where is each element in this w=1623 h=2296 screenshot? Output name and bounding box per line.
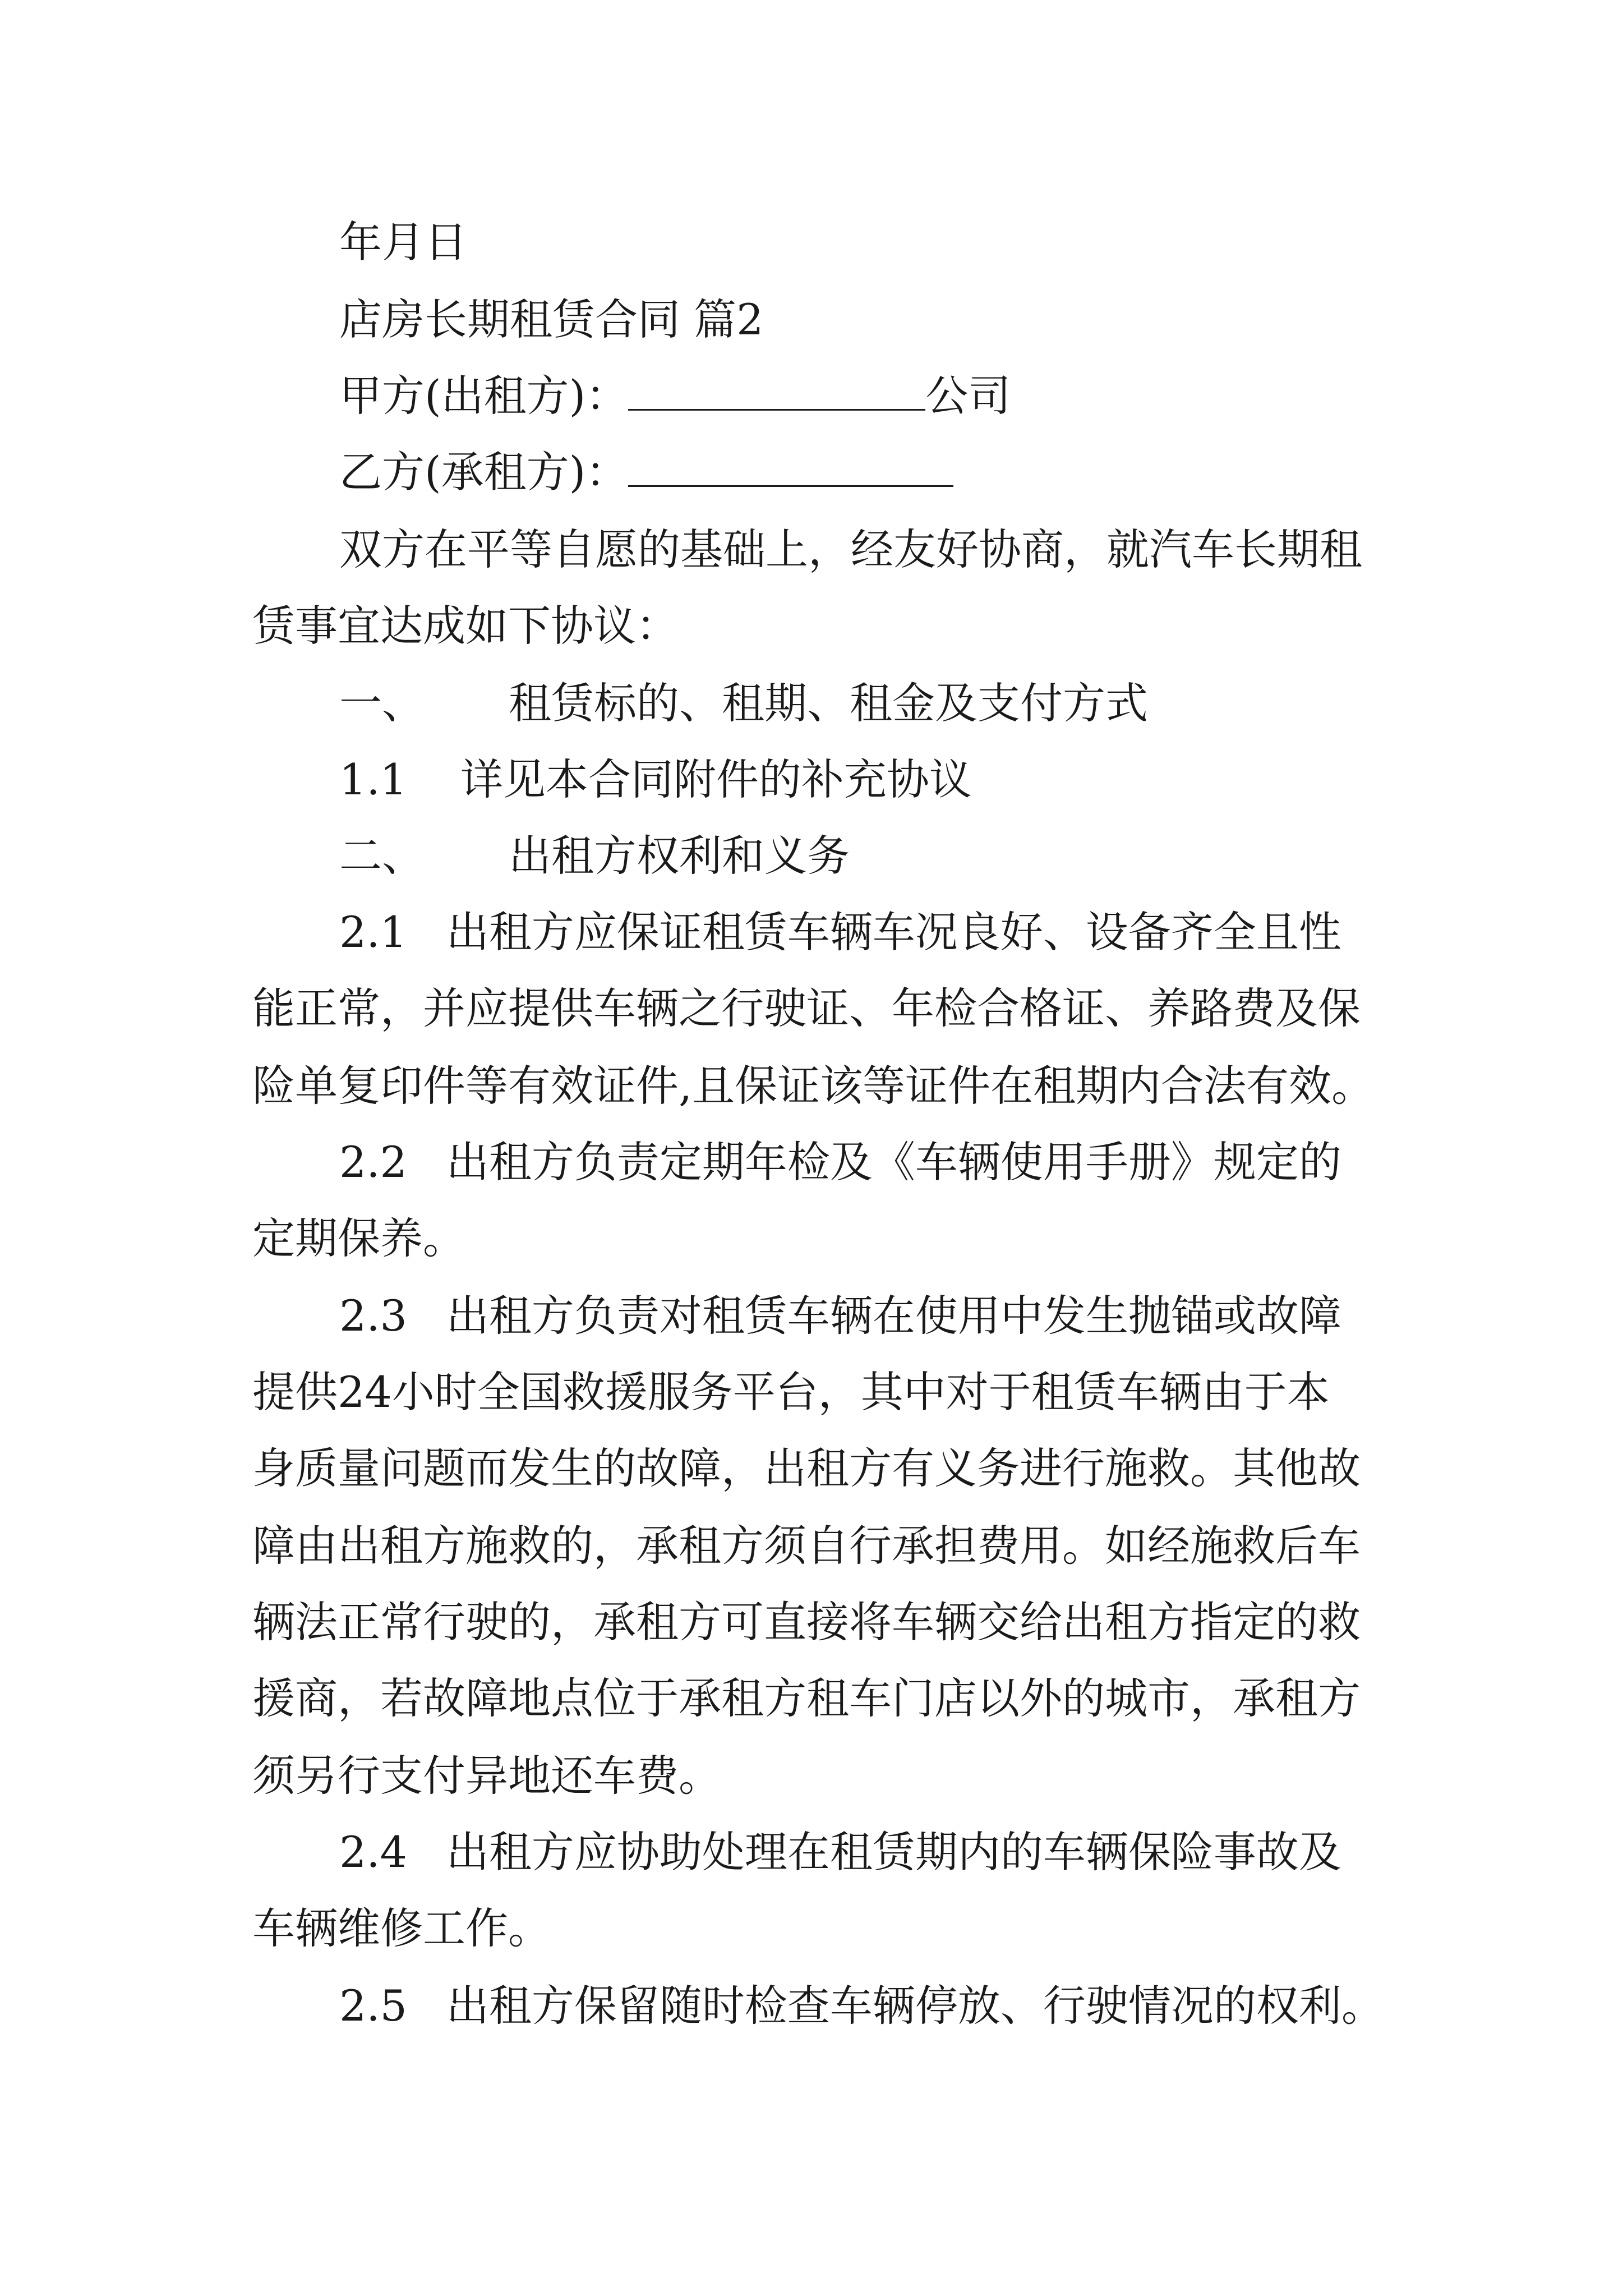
clause-1-1 — [339, 752, 972, 808]
clause-2-3-line-4: 障由出租方施救的，承租方须自行承担费用。如经施救后车 — [252, 1521, 1361, 1571]
contract-title: 店房长期租赁合同 篇2 — [339, 295, 764, 344]
clause-2-3 — [339, 1288, 1341, 1344]
party-a-label: 甲方(出租方)： — [339, 371, 629, 421]
party-b-blank — [628, 446, 953, 487]
clause-2-2 — [339, 1134, 1341, 1190]
section-2-heading — [339, 828, 850, 884]
party-a-line — [339, 368, 1011, 424]
clause-2-1 — [339, 904, 1341, 960]
clause-2-5 — [339, 1978, 1384, 2034]
clause-2-3-number: 2.3 — [339, 1291, 407, 1341]
clause-2-5-text: 出租方保留随时检查车辆停放、行驶情况的权利。 — [446, 1981, 1384, 2031]
clause-2-1-line-3: 险单复印件等有效证件,且保证该等证件在租期内合法有效。 — [252, 1061, 1375, 1111]
clause-2-4-line-2: 车辆维修工作。 — [252, 1903, 551, 1953]
intro-line-2: 赁事宜达成如下协议： — [252, 601, 679, 651]
clause-2-2-line-1: 出租方负责定期年检及《车辆使用手册》规定的 — [446, 1137, 1341, 1187]
section-1-number: 一、 — [339, 678, 425, 728]
section-2-title: 出租方权利和义务 — [509, 831, 850, 881]
clause-2-4-number: 2.4 — [339, 1827, 407, 1877]
section-1-title: 租赁标的、租期、租金及支付方式 — [509, 678, 1148, 728]
clause-2-4-line-1: 出租方应协助处理在租赁期内的车辆保险事故及 — [446, 1827, 1341, 1877]
clause-2-3-line-5: 辆法正常行驶的，承租方可直接将车辆交给出租方指定的救 — [252, 1597, 1361, 1647]
clause-2-1-line-1: 出租方应保证租赁车辆车况良好、设备齐全且性 — [446, 907, 1341, 957]
date-line: 年月日 — [339, 217, 467, 267]
clause-2-3-line-2: 提供24小时全国救援服务平台，其中对于租赁车辆由于本 — [252, 1367, 1330, 1417]
party-b-label: 乙方(承租方)： — [339, 447, 629, 497]
section-1-heading — [339, 675, 1148, 731]
clause-2-1-number: 2.1 — [339, 907, 407, 957]
clause-1-1-number: 1.1 — [339, 754, 407, 804]
clause-2-2-number: 2.2 — [339, 1137, 407, 1187]
clause-2-3-line-6: 援商，若故障地点位于承租方租车门店以外的城市，承租方 — [252, 1673, 1361, 1723]
party-b-line — [339, 444, 953, 500]
clause-2-3-line-1: 出租方负责对租赁车辆在使用中发生抛锚或故障 — [446, 1291, 1341, 1341]
clause-2-3-line-3: 身质量问题而发生的故障，出租方有义务进行施救。其他故 — [252, 1443, 1361, 1493]
clause-2-4 — [339, 1824, 1341, 1880]
clause-2-5-number: 2.5 — [339, 1981, 407, 2031]
clause-2-3-line-7: 须另行支付异地还车费。 — [252, 1751, 721, 1801]
clause-2-2-line-2: 定期保养。 — [252, 1213, 465, 1263]
party-a-blank — [628, 370, 925, 411]
party-a-suffix: 公司 — [925, 371, 1011, 421]
intro-line-1: 双方在平等自愿的基础上，经友好协商，就汽车长期租 — [339, 524, 1362, 574]
clause-2-1-line-2: 能正常，并应提供车辆之行驶证、年检合格证、养路费及保 — [252, 983, 1361, 1033]
clause-1-1-text: 详见本合同附件的补充协议 — [460, 754, 972, 804]
section-2-number: 二、 — [339, 831, 425, 881]
